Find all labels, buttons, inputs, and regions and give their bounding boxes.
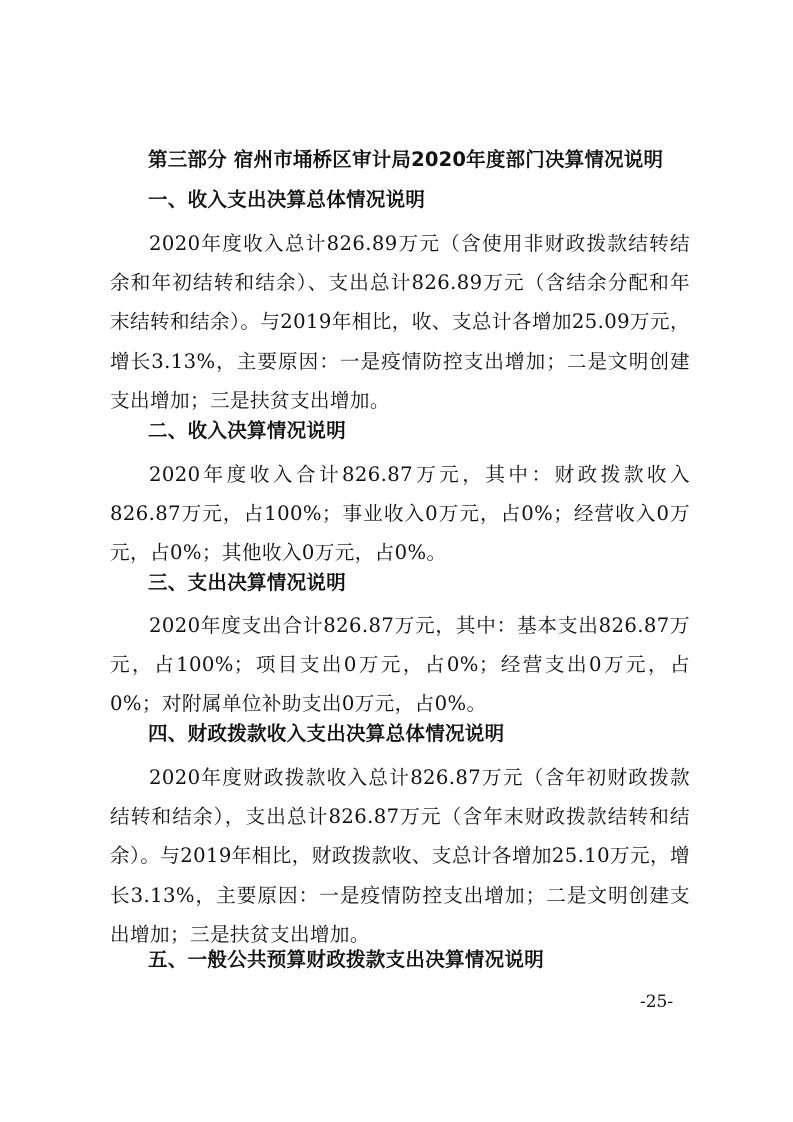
section-heading-4: 四、财政拨款收入支出决算总体情况说明 <box>148 722 505 745</box>
section-heading-1: 一、收入支出决算总体情况说明 <box>148 188 426 211</box>
section-paragraph-3: 2020年度支出合计826.87万元，其中：基本支出826.87万元，占100%；项目支出0万元，占0%；经营支出0万元，占0%；对附属单位补助支出0万元，占0%。 <box>110 614 690 716</box>
section-paragraph-2: 2020年度收入合计826.87万元，其中：财政拨款收入826.87万元，占100%；事业收入0万元，占0%；经营收入0万元，占0%；其他收入0万元，占0%。 <box>110 463 690 565</box>
page-title: 第三部分 宿州市埇桥区审计局2020年度部门决算情况说明 <box>148 148 664 171</box>
section-paragraph-4: 2020年度财政拨款收入总计826.87万元（含年初财政拨款结转和结余），支出总计826.87万元（含年末财政拨款结转和结余）。与2019年相比，财政拨款收、支总计各增加25.10万元，增长3.13%，主要原因：一是疫情防控支出增加；二是文明创建支出增加；三是扶贫支出增加。 <box>110 766 690 946</box>
section-heading-5: 五、一般公共预算财政拨款支出决算情况说明 <box>148 948 545 971</box>
section-heading-2: 二、收入决算情况说明 <box>148 419 347 442</box>
section-heading-3: 三、支出决算情况说明 <box>148 571 347 594</box>
page-number: -25- <box>640 992 674 1012</box>
section-paragraph-1: 2020年度收入总计826.89万元（含使用非财政拨款结转结余和年初结转和结余）、支出总计826.89万元（含结余分配和年末结转和结余）。与2019年相比，收、支总计各增加25.09万元，增长3.13%，主要原因：一是疫情防控支出增加；二是文明创建支出增加；三是扶贫支出增加。 <box>110 232 690 412</box>
